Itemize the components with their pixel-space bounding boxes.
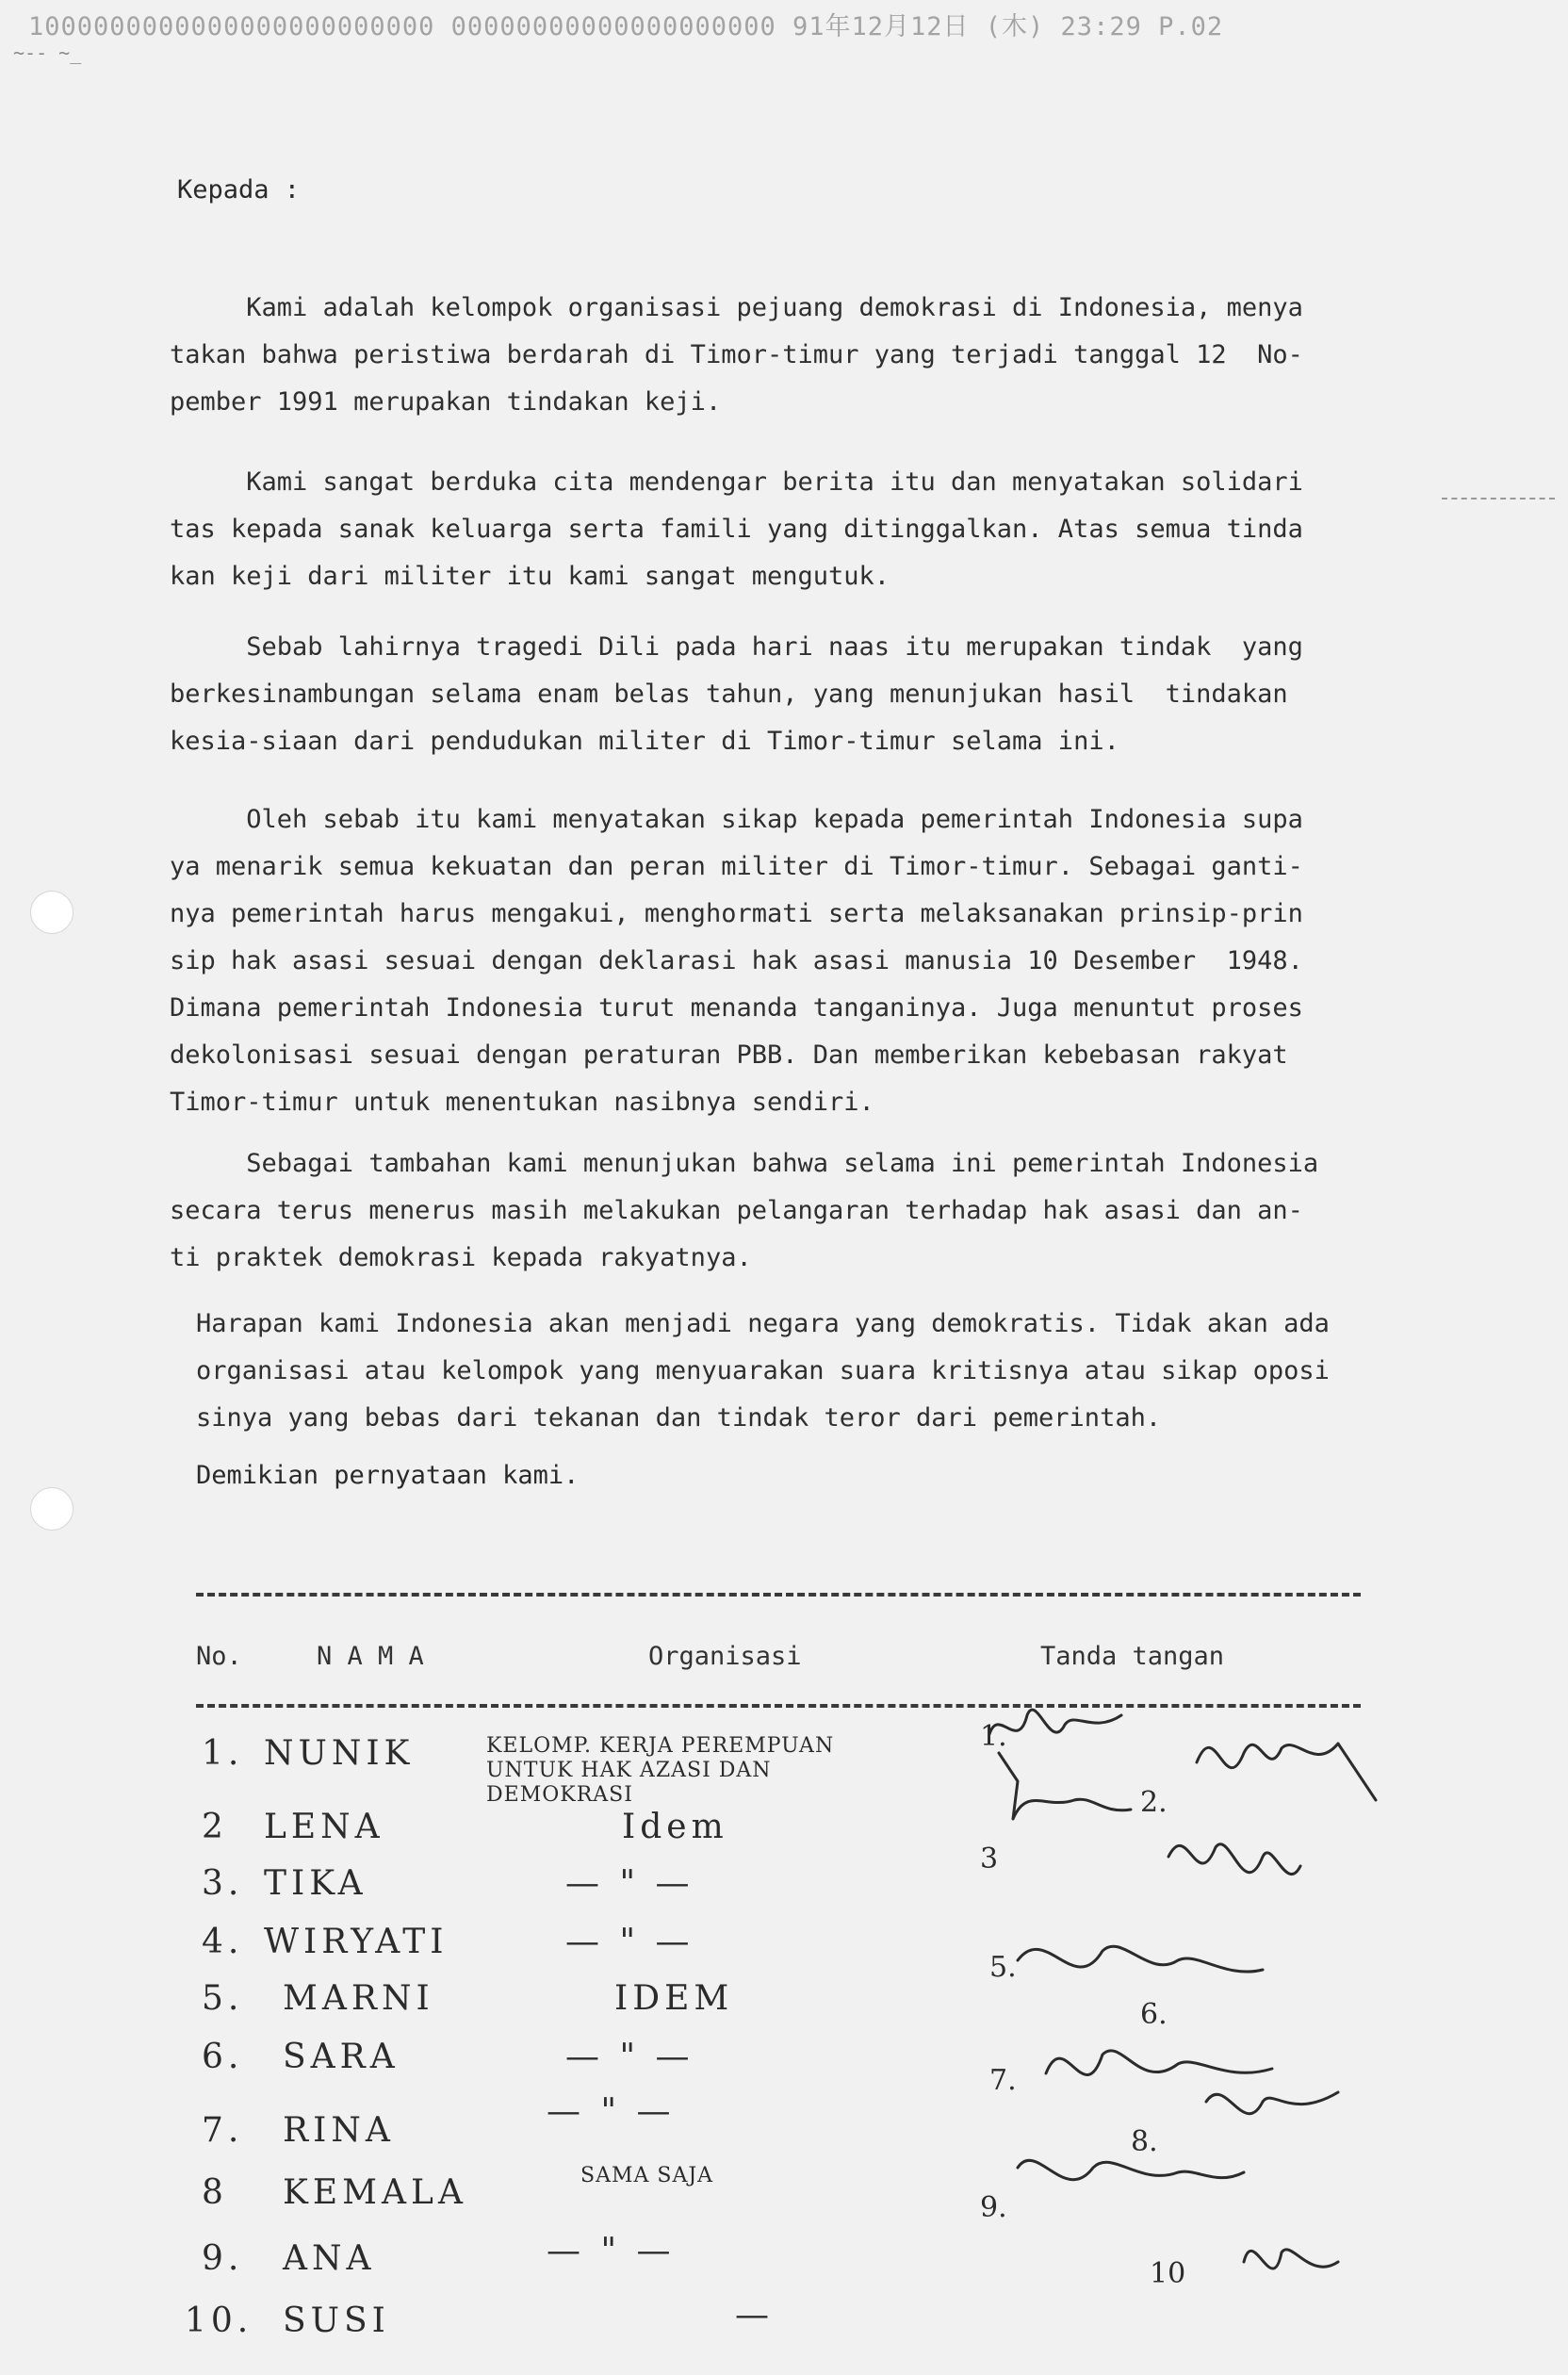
text-line: tas kepada sanak keluarga serta famili yang ditinggalkan. Atas semua tinda	[170, 515, 1303, 544]
text-line: organisasi atau kelompok yang menyuarakan suara kritisnya atau sikap oposi	[196, 1356, 1330, 1385]
row-nama: LENA	[264, 1808, 384, 1846]
row-no: 7.	[202, 2111, 244, 2150]
header-organisasi: Organisasi	[648, 1642, 802, 1671]
paragraph	[170, 459, 1376, 600]
text-line: sinya yang bebas dari tekanan dan tindak teror dari pemerintah.	[196, 1403, 1162, 1433]
signature-number: 9.	[980, 2191, 1007, 2224]
row-nama: MARNI	[283, 1979, 434, 2018]
row-no: 9.	[202, 2239, 244, 2278]
text-line: ya menarik semua kekuatan dan peran militer di Timor-timur. Sebagai ganti-	[170, 852, 1303, 881]
row-nama: SUSI	[283, 2301, 390, 2340]
paragraph	[170, 285, 1376, 426]
text-line: Sebab lahirnya tragedi Dili pada hari naas itu merupakan tindak yang	[170, 632, 1303, 662]
text-line: kan keji dari militer itu kami sangat mengutuk.	[170, 562, 890, 591]
row-no: 2	[202, 1808, 228, 1846]
row-no: 3.	[202, 1864, 244, 1903]
paragraph	[196, 1301, 1402, 1442]
text-line: pember 1991 merupakan tindakan keji.	[170, 387, 722, 417]
text-line: berkesinambungan selama enam belas tahun, yang menunjukan hasil tindakan	[170, 680, 1288, 709]
text-line: secara terus menerus masih melakukan pelangaran terhadap hak asasi dan an-	[170, 1196, 1303, 1225]
signature-number: 2.	[1140, 1786, 1168, 1819]
fax-marks: ~-- ~_	[13, 41, 82, 64]
signature-number: 6.	[1140, 1998, 1168, 2031]
row-nama: KEMALA	[283, 2173, 467, 2212]
row-nama: TIKA	[264, 1864, 368, 1903]
text-line: Kami adalah kelompok organisasi pejuang demokrasi di Indonesia, menya	[170, 293, 1303, 322]
row-nama: RINA	[283, 2111, 395, 2150]
text-line: Oleh sebab itu kami menyatakan sikap kepada pemerintah Indonesia supa	[170, 805, 1303, 834]
signature-number: 5.	[989, 1951, 1017, 1984]
fax-header: 1000000000000000000000000 00000000000000000000 91年12月12日 (木) 23:29 P.02	[28, 12, 1224, 41]
row-no: 10.	[185, 2301, 253, 2340]
text-line: kesia-siaan dari pendudukan militer di Timor-timur selama ini.	[170, 727, 1119, 756]
row-org: — " —	[565, 1864, 694, 1903]
signatures-area	[961, 1696, 1385, 2356]
punch-hole	[30, 1487, 74, 1531]
margin-mark	[1442, 498, 1555, 500]
signature-number: 3	[980, 1843, 999, 1875]
header-nama: N A M A	[317, 1642, 424, 1671]
salutation: Kepada :	[177, 175, 301, 205]
text-line: Kami sangat berduka cita mendengar berita itu dan menyatakan solidari	[170, 467, 1303, 497]
row-org: SAMA SAJA	[580, 2164, 714, 2187]
row-org: — " —	[547, 2092, 676, 2131]
row-no: 6.	[202, 2038, 244, 2076]
header-tanda-tangan: Tanda tangan	[1040, 1642, 1225, 1671]
row-nama: NUNIK	[264, 1734, 415, 1773]
row-no: 5.	[202, 1979, 244, 2018]
signature-number: 1.	[980, 1720, 1007, 1753]
row-org: — " —	[547, 2232, 676, 2270]
text-line: nya pemerintah harus mengakui, menghormati serta melaksanakan prinsip-prin	[170, 899, 1303, 928]
text-line: ti praktek demokrasi kepada rakyatnya.	[170, 1243, 752, 1272]
paragraph	[170, 1140, 1376, 1282]
row-org: KELOMP. KERJA PEREMPUAN UNTUK HAK AZASI DAN DEMOKRASI	[486, 1734, 835, 1807]
punch-hole	[30, 891, 74, 934]
row-org: — " —	[565, 1923, 694, 1961]
row-org: —	[735, 2296, 774, 2334]
paragraph	[170, 796, 1376, 1126]
row-no: 8	[202, 2173, 228, 2212]
paragraph	[170, 624, 1376, 765]
header-no: No.	[196, 1642, 242, 1671]
text-line: sip hak asasi sesuai dengan deklarasi hak asasi manusia 10 Desember 1948.	[170, 946, 1303, 975]
divider	[196, 1593, 1361, 1597]
text-line: takan bahwa peristiwa berdarah di Timor-timur yang terjadi tanggal 12 No-	[170, 340, 1303, 369]
row-org: IDEM	[614, 1979, 734, 2018]
row-no: 1.	[202, 1734, 244, 1773]
signature-number: 10	[1150, 2257, 1186, 2290]
signature-number: 8.	[1131, 2125, 1158, 2158]
text-line: Sebagai tambahan kami menunjukan bahwa selama ini pemerintah Indonesia	[170, 1149, 1319, 1178]
closing-line: Demikian pernyataan kami.	[196, 1461, 580, 1490]
row-nama: WIRYATI	[264, 1923, 449, 1961]
row-nama: SARA	[283, 2038, 400, 2076]
row-org: Idem	[622, 1808, 728, 1846]
text-line: Dimana pemerintah Indonesia turut menanda tanganinya. Juga menuntut proses	[170, 993, 1303, 1023]
text-line: Harapan kami Indonesia akan menjadi negara yang demokratis. Tidak akan ada	[196, 1309, 1330, 1338]
text-line: dekolonisasi sesuai dengan peraturan PBB. Dan memberikan kebebasan rakyat	[170, 1040, 1288, 1070]
row-org: — " —	[565, 2038, 694, 2076]
row-no: 4.	[202, 1923, 244, 1961]
signature-number: 7.	[989, 2064, 1017, 2097]
row-nama: ANA	[283, 2239, 376, 2278]
text-line: Timor-timur untuk menentukan nasibnya sendiri.	[170, 1088, 874, 1117]
